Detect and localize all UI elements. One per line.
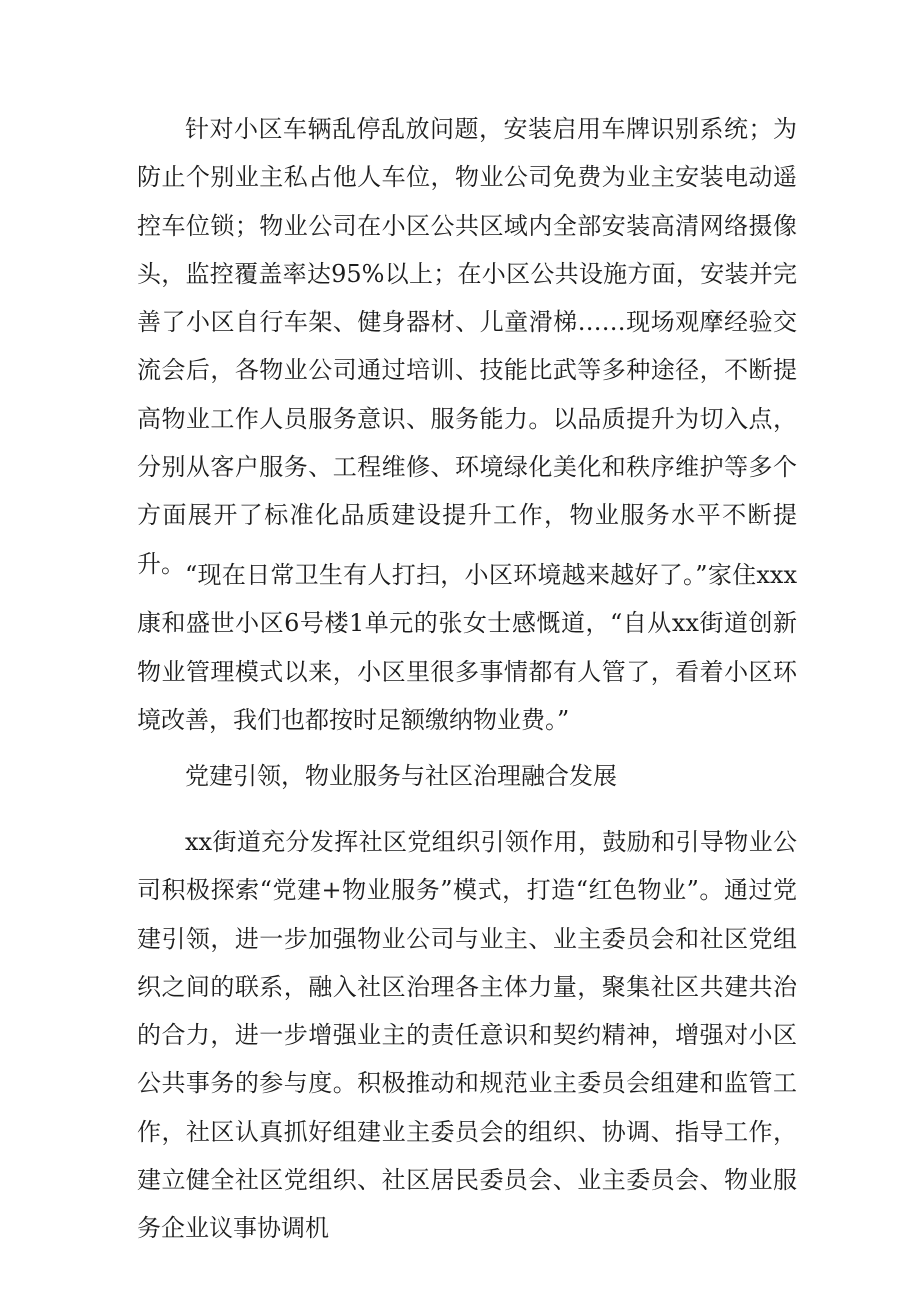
section-heading: 党建引领，物业服务与社区治理融合发展 bbox=[185, 762, 617, 790]
paragraph-resident-quote: “现在日常卫生有人打扫，小区环境越来越好了。”家住xxx康和盛世小区6号楼1单元的张女士感慨道，“自从xx街道创新物业管理模式以来，小区里很多事情都有人管了，看着小区环境改善，我们也都按时足额缴纳物业费。” bbox=[137, 561, 797, 734]
paragraph-party-building: xx街道充分发挥社区党组织引领作用，鼓励和引导物业公司积极探索“党建+物业服务”模式，打造“红色物业”。通过党建引领，进一步加强物业公司与业主、业主委员会和社区党组织之间的联系，融入社区治理各主体力量，聚集社区共建共治的合力，进一步增强业主的责任意识和契约精神，增强对小区公共事务的参与度。积极推动和规范业主委员会组建和监管工作，社区认真抓好组建业主委员会的组织、协调、指导工作，建立健全社区党组织、社区居民委员会、业主委员会、物业服务企业议事协调机 bbox=[137, 828, 797, 1243]
paragraph-parking-management: 针对小区车辆乱停乱放问题，安装启用车牌识别系统；为防止个别业主私占他人车位，物业公司免费为业主安装电动遥控车位锁；物业公司在小区公共区域内全部安装高清网络摄像头，监控覆盖率达95%以上；在小区公共设施方面，安装并完善了小区自行车架、健身器材、儿童滑梯……现场观摩经验交流会后，各物业公司通过培训、技能比武等多种途径，不断提高物业工作人员服务意识、服务能力。以品质提升为切入点，分别从客户服务、工程维修、环境绿化美化和秩序维护等多个方面展开了标准化品质建设提升工作，物业服务水平不断提升。 bbox=[137, 115, 797, 578]
